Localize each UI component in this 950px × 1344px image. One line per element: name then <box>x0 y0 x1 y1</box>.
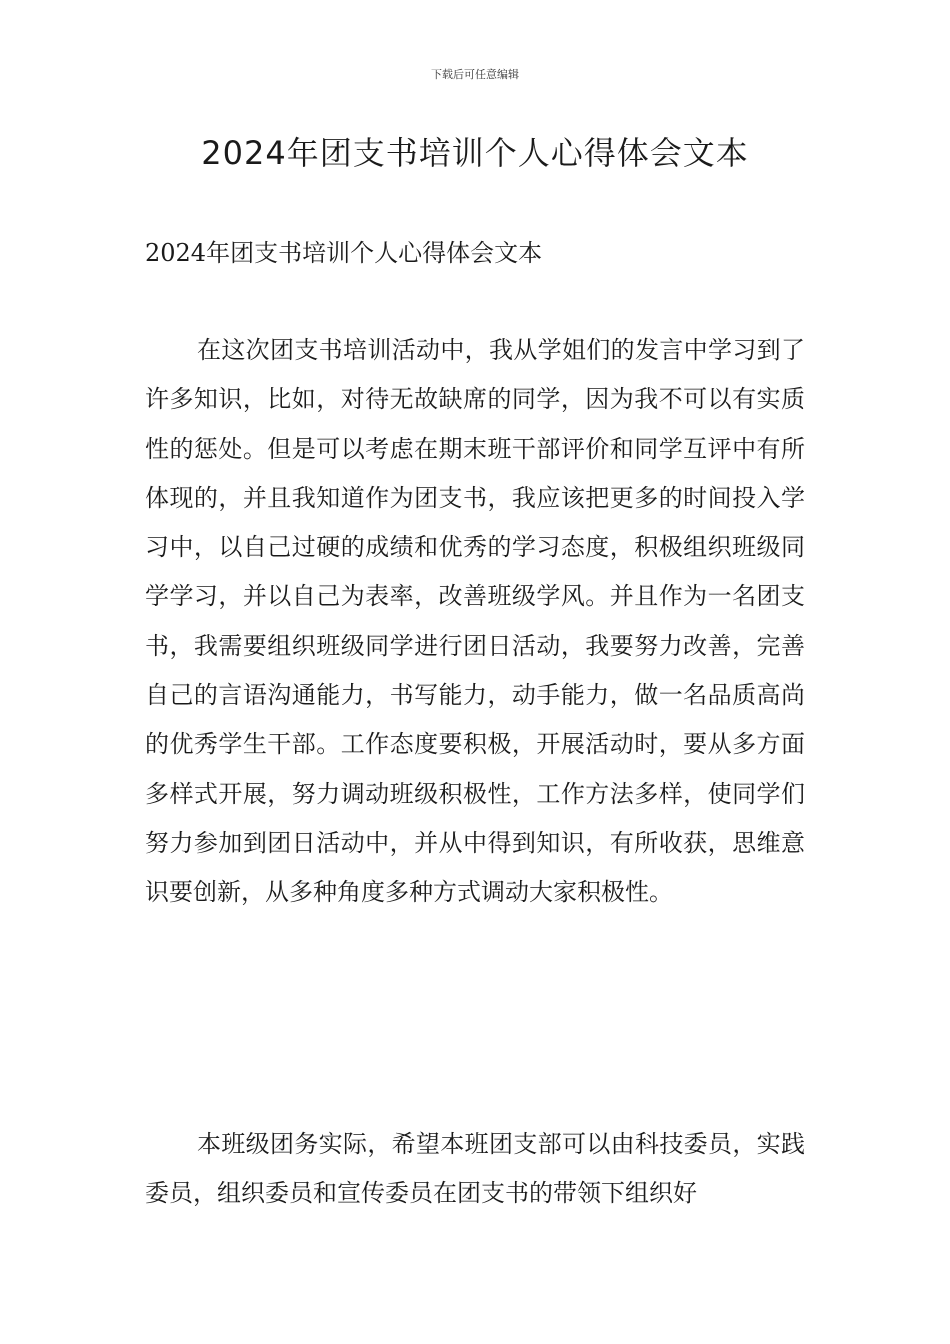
header-note: 下载后可任意编辑 <box>431 68 519 81</box>
body-paragraph: 本班级团务实际，希望本班团支部可以由科技委员，实践委员，组织委员和宣传委员在团支书的带领下组织好 <box>145 1130 805 1208</box>
document-subtitle: 2024年团支书培训个人心得体会文本 <box>145 239 543 267</box>
document-title: 2024年团支书培训个人心得体会文本 <box>201 134 749 172</box>
body-paragraph: 在这次团支书培训活动中，我从学姐们的发言中学习到了许多知识，比如，对待无故缺席的同学，因为我不可以有实质性的惩处。但是可以考虑在期末班干部评价和同学互评中有所体现的，并且我知道作为团支书，我应该把更多的时间投入学习中，以自己过硬的成绩和优秀的学习态度，积极组织班级同学学习，并以自己为表率，改善班级学风。并且作为一名团支书，我需要组织班级同学进行团日活动，我要努力改善，完善自己的言语沟通能力，书写能力，动手能力，做一名品质高尚的优秀学生干部。工作态度要积极，开展活动时，要从多方面多样式开展，努力调动班级积极性，工作方法多样，使同学们努力参加到团日活动中，并从中得到知识，有所收获，思维意识要创新，从多种角度多种方式调动大家积极性。 <box>145 336 805 907</box>
